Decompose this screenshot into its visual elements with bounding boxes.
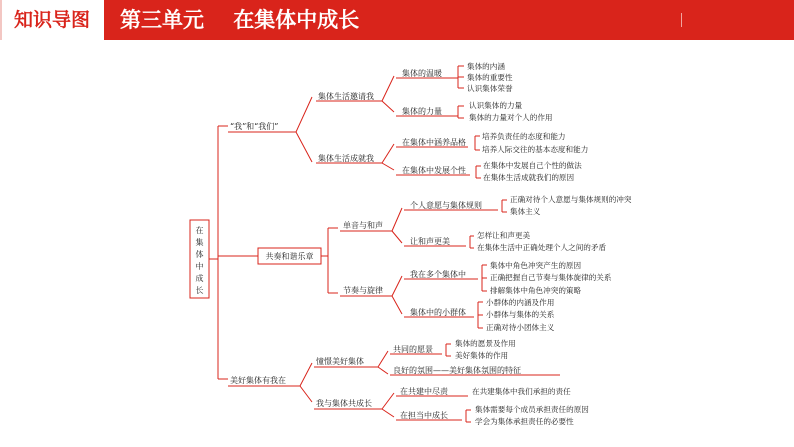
root-char: 在 <box>195 226 204 235</box>
leaf-node: 在集体生活成就我们的原因 <box>483 173 575 182</box>
leaf-node: 集体中角色冲突产生的原因 <box>490 261 582 270</box>
leaf-node: 在集体生活中正确处理个人之间的矛盾 <box>477 243 607 252</box>
leaf-node: 在共建集体中我们承担的责任 <box>472 387 571 396</box>
connector <box>392 276 402 314</box>
unit-title: 第三单元 在集体中成长 <box>120 8 360 32</box>
connector <box>378 351 388 374</box>
topic-node: 在共建中尽责 <box>400 387 448 396</box>
sub-node: 集体生活邀请我 <box>318 92 374 101</box>
bracket <box>475 136 480 150</box>
sub-node: 单音与和声 <box>343 221 383 230</box>
bracket <box>466 410 471 422</box>
leaf-node: 正确把握自己节奏与集体旋律的关系 <box>490 273 612 282</box>
header-bar <box>0 0 794 40</box>
bracket <box>458 66 464 88</box>
topic-node: 在集体中发展个性 <box>402 166 466 175</box>
section-tab[interactable]: 知识导图 <box>0 0 104 40</box>
leaf-node: 认识集体荣誉 <box>467 84 513 93</box>
root-char: 成 <box>195 274 204 283</box>
leaf-node: 正确对待小团体主义 <box>486 323 555 332</box>
topic-node: 让和声更美 <box>410 237 450 246</box>
connector <box>300 363 312 402</box>
connector <box>328 228 338 293</box>
leaf-node: 培养负责任的态度和能力 <box>482 132 566 141</box>
connector <box>218 126 258 379</box>
topic-node: 我在多个集体中 <box>410 270 466 279</box>
leaf-node: 培养人际交往的基本态度和能力 <box>482 145 589 154</box>
header-divider <box>681 13 682 27</box>
root-char: 长 <box>195 286 204 295</box>
leaf-node: 集体的愿景及作用 <box>455 339 516 348</box>
leaf-node: 认识集体的力量 <box>469 101 523 110</box>
leaf-node: 学会为集体承担责任的必要性 <box>475 417 574 426</box>
leaf-node: 集体需要每个成员承担责任的原因 <box>475 405 589 414</box>
connector <box>382 144 394 170</box>
branch-3-label: 美好集体有我在 <box>230 376 286 385</box>
topic-node: 个人意愿与集体规则 <box>410 201 482 210</box>
connector <box>392 208 402 243</box>
leaf-node: 怎样让和声更美 <box>477 231 531 240</box>
root-char: 中 <box>195 262 204 271</box>
leaf-node: 集体主义 <box>510 207 541 216</box>
leaf-node: 美好集体的作用 <box>455 351 509 360</box>
mind-map <box>0 40 794 447</box>
connector <box>296 97 312 162</box>
leaf-node: 在集体中发展自己个性的做法 <box>483 161 582 170</box>
branch-1-label: “我”和“我们” <box>230 122 279 131</box>
bracket <box>476 166 481 178</box>
sub-node: 我与集体共成长 <box>316 399 372 408</box>
branch-2-label: 共奏和谐乐章 <box>265 252 314 261</box>
leaf-node: 集体的重要性 <box>467 73 513 82</box>
root-char: 集 <box>195 238 204 247</box>
sub-node: 节奏与旋律 <box>343 286 383 295</box>
bracket <box>478 302 483 328</box>
topic-node: 集体的温暖 <box>402 69 442 78</box>
root-char: 体 <box>195 250 204 259</box>
leaf-node: 排解集体中角色冲突的策略 <box>490 286 582 295</box>
bracket <box>470 236 474 248</box>
leaf-node: 集体的内涵 <box>467 62 505 71</box>
leaf-node: 小群体与集体的关系 <box>486 310 555 319</box>
leaf-node: 正确对待个人意愿与集体规则的冲突 <box>510 195 632 204</box>
connector <box>382 393 394 417</box>
bracket <box>482 265 487 291</box>
topic-node: 在集体中涵养品格 <box>402 138 466 147</box>
bracket <box>502 200 507 212</box>
sub-node: 集体生活成就我 <box>318 154 374 163</box>
bracket <box>446 344 451 356</box>
leaf-node: 集体的力量对个人的作用 <box>469 113 553 122</box>
topic-node: 集体中的小群体 <box>410 308 466 317</box>
topic-node: 共同的愿景 <box>393 345 433 354</box>
topic-node: 集体的力量 <box>402 107 442 116</box>
connector <box>382 76 394 112</box>
topic-node: 良好的氛围——美好集体氛围的特征 <box>393 366 521 375</box>
sub-node: 憧憬美好集体 <box>316 357 364 366</box>
bracket <box>458 106 464 118</box>
topic-node: 在担当中成长 <box>400 411 448 420</box>
leaf-node: 小群体的内涵及作用 <box>486 298 555 307</box>
